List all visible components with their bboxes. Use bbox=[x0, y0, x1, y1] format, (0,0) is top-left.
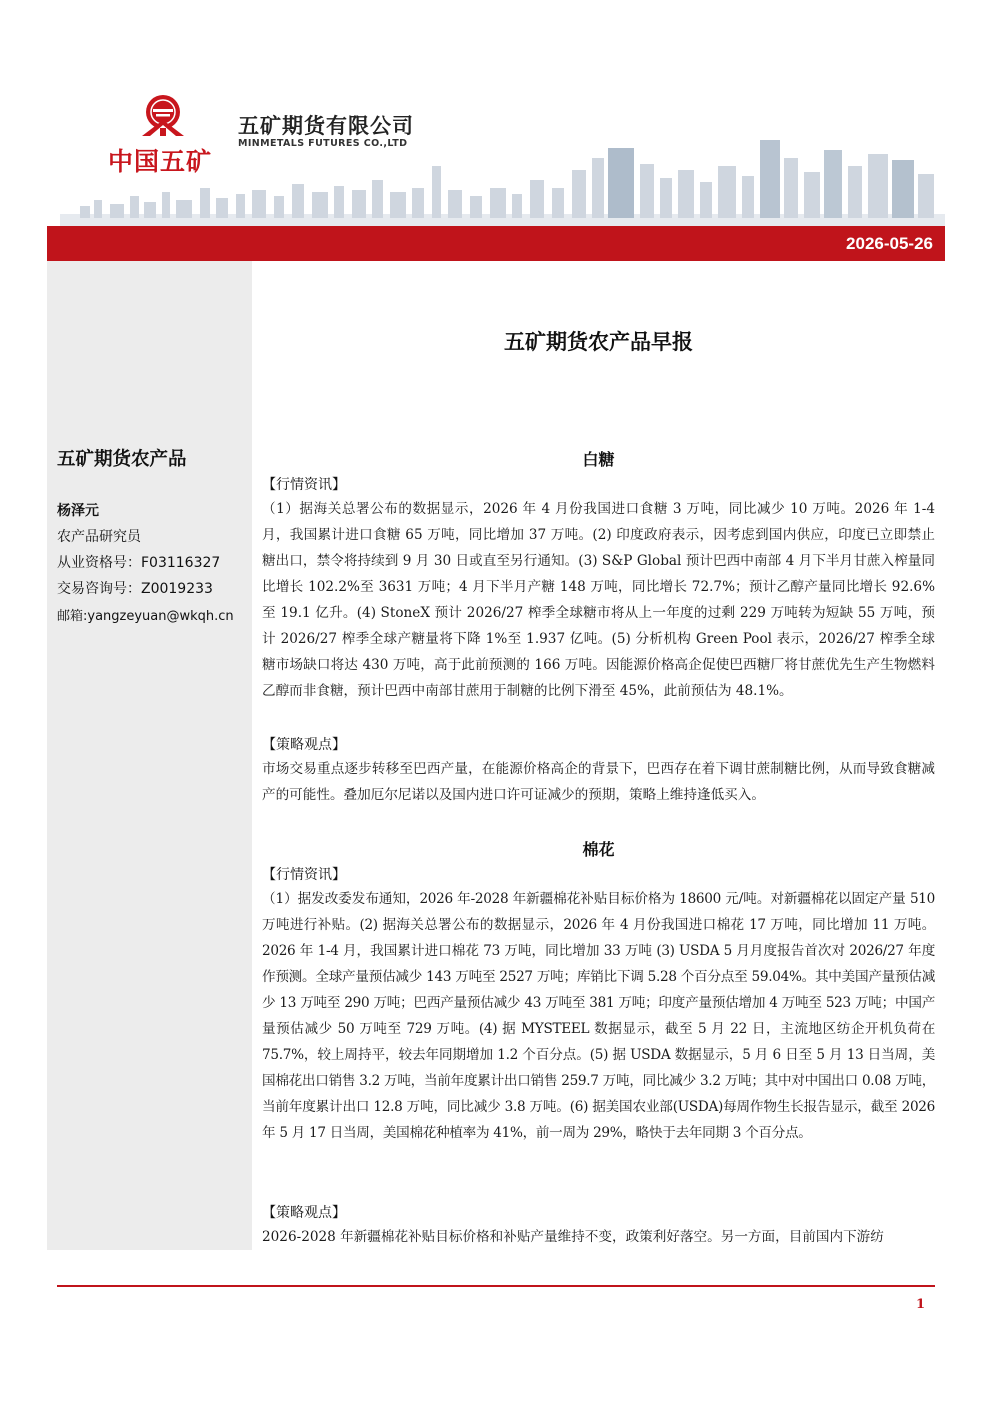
sugar-news-heading: 【行情资讯】 bbox=[262, 477, 346, 493]
analyst-role: 农产品研究员 bbox=[57, 529, 141, 545]
brand-name-cn: 中国五矿 bbox=[108, 147, 213, 176]
company-name: 五矿期货有限公司 bbox=[238, 114, 414, 138]
sugar-view-text: 市场交易重点逐步转移至巴西产量，在能源价格高企的背景下，巴西存在着下调甘蔗制糖比例，从而导致食糖减产的可能性。叠加厄尔尼诺以及国内进口许可证减少的预期，策略上维持逢低买入。 bbox=[262, 761, 935, 803]
company-name-en: MINMETALS FUTURES CO.,LTD bbox=[238, 138, 408, 149]
city-skyline-illustration bbox=[60, 130, 945, 226]
cotton-news-text: （1）据发改委发布通知，2026 年-2028 年新疆棉花补贴目标价格为 18600 元/吨。对新疆棉花以固定产量 510 万吨进行补贴。(2) 据海关总署公布的数据显示，2026 年 4 月份我国进口棉花 17 万吨，同比增加 11 万吨。2026 年 1-4 月，我国累计进口棉花 73 万吨，同比增加 33 万吨 (3) USDA 5 月月度报告首次对 2026/27 年度作预测。全球产量预估减少 143 万吨至 2527 万吨；库销比下调 5.28 个百分点至 59.04%。其中美国产量预估减少 13 万吨至 290 万吨；巴西产量预估减少 43 万吨至 381 万吨；印度产量预估增加 4 万吨至 523 万吨；中国产量预估减少 50 万吨至 729 万吨。(4) 据 MYSTEEL 数据显示，截至 5 月 22 日，主流地区纺企开机负荷在 75.7%，较上周持平，较去年同期增加 1.2 个百分点。(5) 据 USDA 数据显示，5 月 6 日至 5 月 13 日当周，美国棉花出口销售 3.2 万吨，当前年度累计出口销售 259.7 万吨，同比减少 3.2 万吨；其中对中国出口 0.08 万吨，当前年度累计出口 12.8 万吨，同比减少 3.8 万吨。(6) 据美国农业部(USDA)每周作物生长报告显示，截至 2026 年 5 月 17 日当周，美国棉花种植率为 41%，前一周为 29%，略快于去年同期 3 个百分点。 bbox=[262, 891, 935, 1141]
section-title-cotton: 棉花 bbox=[582, 840, 615, 859]
report-title: 五矿期货农产品早报 bbox=[504, 330, 693, 354]
analyst-name: 杨泽元 bbox=[57, 503, 99, 519]
report-header bbox=[0, 0, 992, 230]
footer-divider bbox=[57, 1285, 935, 1287]
cotton-view-heading: 【策略观点】 bbox=[262, 1205, 346, 1221]
analyst-email: 邮箱:yangzeyuan@wkqh.cn bbox=[57, 609, 234, 624]
sugar-view-heading: 【策略观点】 bbox=[262, 737, 346, 753]
consulting-number: 交易咨询号：Z0019233 bbox=[57, 581, 213, 597]
report-date: 2026-05-26 bbox=[846, 234, 933, 253]
qualification-number: 从业资格号：F03116327 bbox=[57, 555, 221, 571]
cotton-view-text: 2026-2028 年新疆棉花补贴目标价格和补贴产量维持不变，政策利好落空。另一方面，目前国内下游纺 bbox=[262, 1229, 884, 1245]
sidebar-title: 五矿期货农产品 bbox=[57, 449, 187, 470]
page-number: 1 bbox=[916, 1297, 926, 1312]
analyst-sidebar bbox=[47, 261, 252, 1250]
sugar-news-text: （1）据海关总署公布的数据显示，2026 年 4 月份我国进口食糖 3 万吨，同比减少 10 万吨。2026 年 1-4 月，我国累计进口食糖 65 万吨，同比增加 37 万吨。(2) 印度政府表示，因考虑到国内供应，印度已立即禁止糖出口，禁令将持续到 9 月 30 日或直至另行通知。(3) S&P Global 预计巴西中南部 4 月下半月甘蔗入榨量同比增长 102.2%至 3631 万吨；4 月下半月产糖 148 万吨，同比增长 72.7%；预计乙醇产量同比增长 92.6%至 19.1 亿升。(4) StoneX 预计 2026/27 榨季全球糖市将从上一年度的过剩 229 万吨转为短缺 55 万吨，预计 2026/27 榨季全球产糖量将下降 1%至 1.937 亿吨。(5) 分析机构 Green Pool 表示，2026/27 榨季全球糖市场缺口将达 430 万吨，高于此前预测的 166 万吨。因能源价格高企促使巴西糖厂将甘蔗优先生产生物燃料乙醇而非食糖，预计巴西中南部甘蔗用于制糖的比例下滑至 45%，此前预估为 48.1%。 bbox=[262, 501, 935, 699]
date-banner bbox=[47, 226, 945, 261]
section-title-sugar: 白糖 bbox=[582, 450, 615, 469]
cotton-news-heading: 【行情资讯】 bbox=[262, 867, 346, 883]
